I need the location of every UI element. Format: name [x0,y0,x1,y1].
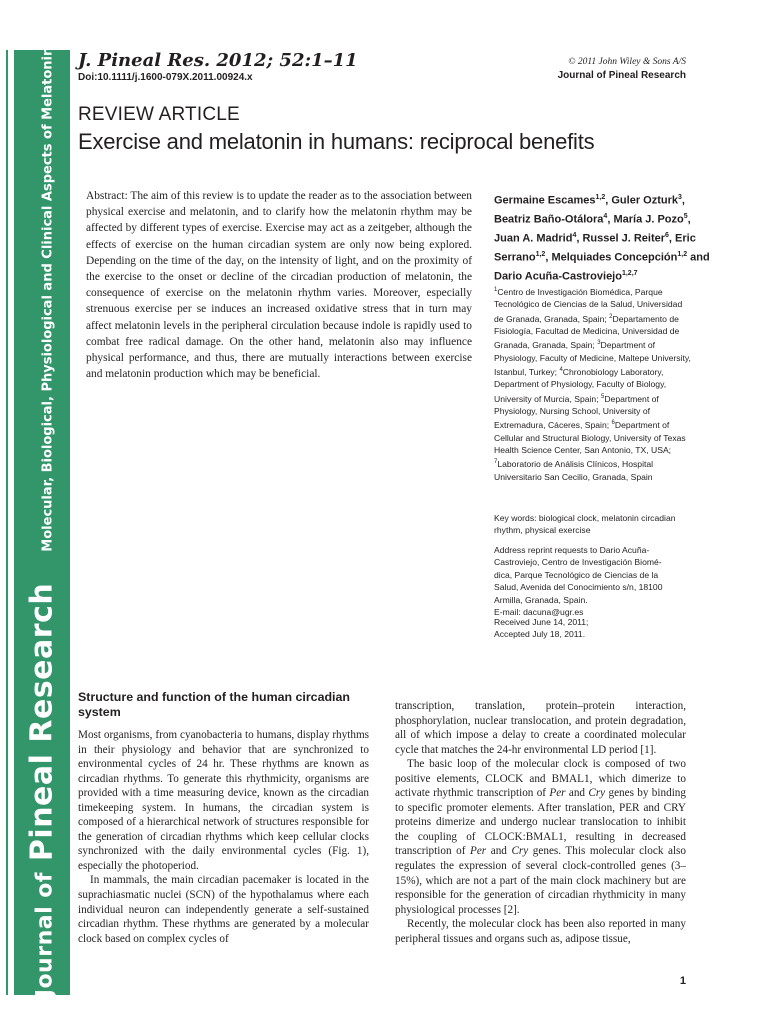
author-name: Russel J. Reiter [582,232,666,245]
author-affiliation-mark: 1,2 [595,194,606,201]
paragraph: In mammals, the main circadian pacemaker is located in the suprachiasmatic nuclei (SCN) of the hypothalamus where each individual neuron can independently generate a self-sustained circadian rhythm. These rhythms are generated by a molecular clock based on complex cycles of [78,874,369,945]
author-affiliation-mark: 1,2 [677,251,688,259]
affiliation-text: Department of Cellular and Structural Biology, University of Texas Health Science Center, San Antonio, TX, USA; [494,420,686,456]
author-name: Melquiades Concepción [551,251,678,264]
copyright: © 2011 John Wiley & Sons A/S [568,57,686,67]
author-affiliation-mark: 6 [665,232,669,240]
address-line: Address reprint requests to Dario Acuña- [494,545,650,555]
author-list: Germaine Escames$^{1,2}$, Guler Ozturk$^3$, Beatriz Baño-Otálora$^4$, María J. Pozo$^5$, Juan A. Madrid$^4$, Russel J. Reiter$^6$, Eric Serrano$^{1,2}$, Melquiades Concepción$^{1,2}$ and Dario Acuña-Castroviejo$^{1,2,7}$ [494,194,710,283]
article-type: REVIEW ARTICLE [78,104,240,125]
paragraph: Most organisms, from cyanobacteria to humans, display rhythms in their physiology and behavior that are synchronized to environmental cycles of 24 hr. These rhythms are known as circadian rhythms. To generate this rhythmicity, organisms are provided with a time measuring device, known as the circadian timekeeping system. In humans, the circadian system is composed of a hierarchical network of structures responsible for the generation of circadian rhythms which keep cellular clocks synchronized with the daily environmental cycles (Fig. 1), especially the photoperiod. [78,729,369,872]
section-heading: Structure and function of the human circadian system [78,690,350,719]
author-name: Eric Serrano [494,232,696,264]
address-line: Castroviejo, Centro de Investigación Biomé- [494,557,662,568]
address-line: Salud, Avenida del Conocimiento s/n, 18100 [494,582,663,593]
keywords: Key words: biological clock, melatonin circadian rhythm, physical exercise [494,513,676,536]
author-affiliation-mark: 3 [678,194,682,201]
author-name: Guler Ozturk [611,194,678,207]
affiliation-mark: 2 [609,313,613,320]
author-affiliation-mark: 4 [603,213,608,221]
affiliation-mark: 7 [494,459,498,466]
paragraph: Recently, the molecular clock has been also reported in many peripheral tissues and organs such as, adipose tissue, [395,918,686,945]
affiliation-text: Centro de Investigación Biomédica, Parque Tecnológico de Ciencias de la Salud, Universidad de Granada, Granada, Spain; [494,286,683,324]
affiliations [494,284,694,483]
affiliation-mark: 6 [611,420,615,427]
address-line: dica, Parque Tecnológico de Ciencias de la [494,569,659,580]
reprint-address [494,544,694,618]
doi[interactable]: Doi:10.1111/j.1600-079X.2011.00924.x [78,72,253,83]
body-column-left [78,728,369,946]
received-date: Received June 14, 2011; [494,617,589,627]
page-number: 1 [679,975,686,987]
sidebar-journal-title [25,583,60,997]
author-name: Germaine Escames [494,194,596,207]
author-affiliation-mark: 1,2 [535,251,546,259]
author-affiliation-mark: 4 [572,232,577,240]
paragraph: The basic loop of the molecular clock is composed of two positive elements, CLOCK and BMAL1, which dimerize to activate rhythmic transcription of Per and Cry genes by binding to specific promoter elements. After translation, PER and CRY proteins dimerize and undergo nuclear translocation to inhibit the coupling of CLOCK:BMAL1, resulting in decreased transcription of Per and Cry genes. This molecular clock also regulates the expression of several clock-controlled genes (3–15%), which are not a part of the main clock machinery but are responsible for the generation of circadian rhythmicity in many physiological processes [2]. [395,758,686,916]
affiliation-text: Departamento de Fisiología, Facultad de Medicina, Universidad de Granada, Granada, Spain; [494,313,680,351]
article-title: Exercise and melatonin in humans: reciprocal benefits [78,129,595,154]
body-column-right [395,699,686,946]
sidebar-text [25,47,60,997]
abstract: Abstract: The aim of this review is to update the reader as to the association between physical exercise and melatonin, and to clarify how the melatonin rhythm may be affected by different types of exercise. Exercise may act as a zeitgeber, although the effects of exercise on the human circadian system are only now being explored. Depending on the time of the day, on the intensity of light, and on the proximity of the exercise to the onset or decline of the circadian production of melatonin, the consequence of exercise on the melatonin rhythm varies. Moreover, especially strenuous exercise per se induces an increased oxidative stress that in turn may affect melatonin levels in the peripheral circulation because indole is rapidly used to combat free radical damage. On the other hand, melatonin also may influence physical performance, and thus, there are mutually interactions between exercise and melatonin production which may be beneficial. [86,190,472,381]
journal-name: Journal of Pineal Research [557,70,686,81]
journal-citation: J. Pineal Res. 2012; 52:1–11 [78,50,358,71]
affiliation-text: Department of Physiology, Nursing School, University of Extremadura, Cáceres, Spain; [494,393,659,431]
sidebar-rule [6,50,8,995]
affiliation-text: Laboratorio de Análisis Clínicos, Hospital Universitario San Cecilio, Granada, Spain [494,459,654,482]
sidebar-subtitle: Molecular, Biological, Physiological and Clinical Aspects of Melatonin [40,46,56,552]
affiliation-mark: 4 [559,367,563,374]
author-name: Juan A. Madrid [494,232,573,245]
paragraph: transcription, translation, protein–protein interaction, phosphorylation, nuclear translocation, and protein degradation, all of which impose a delay to create a coordinated molecular cycle that matches the 24-hr environmental LD period [1]. [395,700,686,756]
email[interactable]: E-mail: dacuna@ugr.es [494,607,584,618]
author-name: María J. Pozo [613,213,684,226]
affiliation-text: Department of Physiology, Faculty of Medicine, Maltepe University, Istanbul, Turkey; [494,340,691,377]
affiliation-text: Chronobiology Laboratory, Department of Physiology, Faculty of Biology, University of Murcia, Spain; [494,366,667,404]
author-affiliation-mark: 1,2,7 [621,270,638,278]
author-affiliation-mark: 5 [683,213,688,221]
accepted-date: Accepted July 18, 2011. [494,629,586,640]
author-name: Dario Acuña-Castroviejo [494,270,622,283]
address-line: Armilla, Granada, Spain. [494,594,588,605]
sidebar-journal-prefix: Journal of [32,872,58,998]
affiliation-mark: 5 [600,393,605,400]
affiliation-mark: 1 [494,287,498,293]
journal-sidebar [0,0,70,1024]
affiliation-mark: 3 [597,340,601,347]
author-name: Beatriz Baño-Otálora [494,213,604,226]
dates [494,616,694,641]
sidebar-journal-main: Pineal Research [24,582,60,862]
